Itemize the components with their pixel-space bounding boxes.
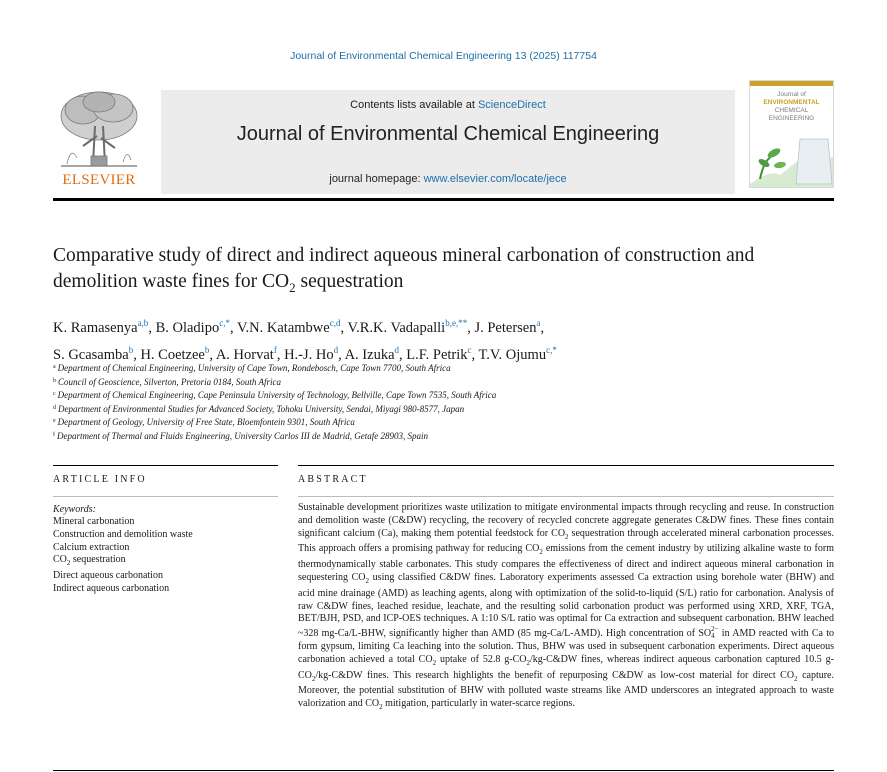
journal-header bbox=[53, 80, 834, 200]
author[interactable]: L.F. Petrik bbox=[406, 347, 468, 363]
author-affil-marker[interactable]: b,e,** bbox=[445, 318, 468, 328]
cover-line-1: Journal of bbox=[777, 91, 806, 98]
author-separator: , bbox=[133, 347, 141, 363]
author-separator: , bbox=[540, 320, 545, 336]
affiliation bbox=[53, 402, 813, 416]
abstract-segment: emissions from the cement industry by utilizing alkaline waste to form thermodynamically stable carbonates. This study compares the effectiveness of direct and indirect aqueous mineral carbonation in sequestering CO bbox=[298, 543, 834, 583]
abstract-segment: Sustainable development prioritizes waste utilization to mitigate environmental impacts through recycling and reuse. In construction and demolition waste (C&DW) recycling, the recovery of recycled concrete aggregate generates C&DW fines. These fines contain significant calcium (Ca), making them potential feedstock for CO bbox=[298, 502, 834, 539]
affiliation-text: Department of Environmental Studies for Advanced Society, Tohoku University, Sendai, Miyagi 980-8577, Japan bbox=[58, 403, 465, 414]
abstract-segment: capture. Moreover, the potential substitution of BHW with polluted waste streams like AMD underscores an integrated approach to waste valorization and CO bbox=[298, 669, 834, 710]
affiliation-text: Department of Thermal and Fluids Engineering, University Carlos III de Madrid, Getafe 28903, Spain bbox=[57, 430, 428, 441]
author-separator: , bbox=[467, 320, 475, 336]
paper-title bbox=[53, 243, 773, 301]
affiliation-text: Council of Geoscience, Silverton, Pretoria 0184, South Africa bbox=[58, 376, 281, 387]
author[interactable]: H.-J. Ho bbox=[284, 347, 334, 363]
author-affil-marker[interactable]: c,d bbox=[329, 318, 341, 328]
abstract-segment: mitigation, particularly in water-scarce regions. bbox=[382, 698, 575, 710]
keyword-part: CO bbox=[53, 554, 67, 566]
author-separator: , bbox=[338, 347, 345, 363]
abstract-segment: /kg-C&DW fines, whereas indirect aqueous carbonation captured 10.5 g-CO bbox=[298, 653, 834, 681]
homepage-prefix: journal homepage: bbox=[329, 173, 424, 185]
header-rule bbox=[53, 198, 834, 201]
author-separator: , bbox=[340, 320, 348, 336]
homepage-line bbox=[161, 173, 735, 185]
keyword: Indirect aqueous carbonation bbox=[53, 582, 170, 594]
subscript: 2 bbox=[794, 674, 798, 683]
author[interactable]: T.V. Ojumu bbox=[478, 347, 547, 363]
keyword bbox=[53, 554, 278, 570]
subscript: 2 bbox=[565, 532, 569, 541]
cover-plant-icon bbox=[750, 129, 834, 188]
affiliation-text: Department of Geology, University of Free State, Bloemfontein 9301, South Africa bbox=[57, 417, 355, 427]
affiliation-marker: d bbox=[53, 404, 56, 411]
sciencedirect-link[interactable]: ScienceDirect bbox=[477, 99, 546, 111]
author-affil-marker[interactable]: c,* bbox=[546, 345, 557, 355]
article-info-heading: ARTICLE INFO bbox=[53, 474, 147, 485]
keyword: Mineral carbonation bbox=[53, 516, 135, 527]
sulfate-charge bbox=[711, 626, 718, 640]
author-affil-marker[interactable]: a bbox=[536, 318, 541, 328]
subscript: 2 bbox=[432, 658, 437, 667]
author-affil-marker[interactable]: b bbox=[128, 345, 134, 355]
author-affil-marker[interactable]: a,b bbox=[137, 318, 149, 328]
subscript: 2 bbox=[379, 703, 383, 712]
author[interactable]: H. Coetzee bbox=[140, 347, 205, 363]
author-affil-marker[interactable]: f bbox=[273, 345, 277, 355]
author-affil-marker[interactable]: b bbox=[204, 345, 210, 355]
author-affil-marker[interactable]: d bbox=[394, 345, 399, 355]
subscript: 4 bbox=[711, 632, 715, 641]
abstract-underline bbox=[298, 496, 834, 497]
author-affil-marker[interactable]: c,* bbox=[219, 318, 230, 328]
author[interactable]: S. Gcasamba bbox=[53, 347, 129, 363]
affiliation-marker: c bbox=[53, 391, 56, 397]
affiliation-marker: e bbox=[53, 418, 56, 424]
journal-reference[interactable]: Journal of Environmental Chemical Engineering 13 (2025) 117754 bbox=[290, 50, 597, 62]
author[interactable]: J. Petersen bbox=[474, 320, 537, 336]
abstract-segment: using classified C&DW fines. Laboratory experiments assessed Ca extraction using borehole water (BHW) and acid mine drainage (AMD) as leaching agents, along with optimization of the solid-to-liquid (S/L) ratio for carbonation. Analysis of raw C&DW fines, leached residue, leachate, and the resulting solid carbonation product was performed using XRD, XRF, TGA, BET/BJH, PSD, and ICP-OES techniques. A 1:10 S/L ratio was optimal for Ca extraction and subsequent carbonation. BHW leached ~328 mg-Ca/L-BHW, significantly higher than AMD (85 mg-Ca/L-AMD). High concentration of SO bbox=[298, 571, 834, 640]
affiliation bbox=[53, 415, 813, 429]
abstract-segment: /kg-C&DW fines. This research highlights the benefit of repurposing C&DW as low-cost material for direct CO bbox=[315, 669, 795, 681]
affiliation-marker: b bbox=[53, 377, 56, 384]
keyword: Calcium extraction bbox=[53, 541, 130, 553]
affiliation bbox=[53, 429, 813, 443]
author-separator: , bbox=[148, 320, 156, 336]
publisher-wordmark[interactable]: ELSEVIER bbox=[62, 172, 136, 188]
abstract-heading: ABSTRACT bbox=[298, 474, 368, 485]
author[interactable]: K. Ramasenya bbox=[53, 320, 138, 336]
cover-line-4: ENGINEERING bbox=[768, 115, 815, 122]
title-end: sequestration bbox=[295, 271, 404, 292]
abstract-segment: sequestration through accelerated mineral carbonation processes. This approach offers a promising pathway for reducing CO bbox=[298, 527, 834, 555]
keyword: Construction and demolition waste bbox=[53, 528, 193, 540]
author[interactable]: V.N. Katambwe bbox=[236, 320, 330, 336]
author[interactable]: A. Izuka bbox=[344, 347, 395, 363]
author[interactable]: B. Oladipo bbox=[155, 320, 220, 336]
affiliation-list bbox=[53, 361, 813, 442]
superscript: 2− bbox=[711, 625, 719, 634]
affiliation-text: Department of Chemical Engineering, University of Cape Town, Rondebosch, Cape Town 7700, South Africa bbox=[57, 363, 451, 373]
contents-available-line bbox=[161, 99, 735, 111]
article-info-underline bbox=[53, 496, 278, 497]
article-info-top-rule bbox=[53, 465, 278, 466]
cover-line-3: CHEMICAL bbox=[774, 107, 809, 114]
affiliation-marker: f bbox=[53, 431, 55, 438]
contents-prefix: Contents lists available at bbox=[350, 99, 478, 111]
keywords-heading: Keywords: bbox=[53, 504, 96, 515]
affiliation bbox=[53, 388, 813, 402]
author-separator: , bbox=[209, 347, 216, 363]
author-separator: , bbox=[399, 347, 407, 363]
subscript: 2 bbox=[365, 576, 370, 585]
keyword-part: sequestration bbox=[70, 554, 126, 566]
subscript: 2 bbox=[311, 674, 316, 683]
affiliation-marker: a bbox=[53, 364, 56, 370]
author-affil-marker[interactable]: c bbox=[467, 345, 472, 355]
affiliation-text: Department of Chemical Engineering, Cape Peninsula University of Technology, Bellville, Cape Town 7535, South Africa bbox=[57, 390, 497, 400]
author[interactable]: V.R.K. Vadapalli bbox=[347, 320, 446, 336]
homepage-link[interactable]: www.elsevier.com/locate/jece bbox=[423, 173, 567, 185]
title-subscript: 2 bbox=[289, 279, 296, 295]
author-separator: , bbox=[276, 347, 285, 363]
journal-cover-thumbnail[interactable] bbox=[749, 80, 834, 188]
journal-banner bbox=[161, 90, 735, 194]
affiliation bbox=[53, 375, 813, 389]
subscript: 2 bbox=[539, 548, 543, 557]
journal-title: Journal of Environmental Chemical Engineering bbox=[236, 123, 660, 145]
author-separator: , bbox=[229, 320, 237, 336]
author-separator: , bbox=[471, 347, 479, 363]
abstract-text bbox=[298, 502, 834, 714]
cover-line-2: ENVIRONMENTAL bbox=[763, 99, 820, 106]
subscript: 2 bbox=[526, 658, 531, 667]
author-list bbox=[53, 312, 813, 366]
author-affil-marker[interactable]: d bbox=[333, 345, 339, 355]
cover-accent-bar bbox=[750, 81, 833, 86]
keyword: Direct aqueous carbonation bbox=[53, 570, 163, 582]
keyword-subscript: 2 bbox=[66, 559, 71, 568]
abstract-segment: in AMD reacted with Ca to form gypsum, limiting Ca leaching into the solution. Thus, BHW was used in subsequent carbonation experiments. Direct aqueous carbonation achieved a total CO bbox=[298, 628, 834, 665]
title-text: Comparative study of direct and indirect aqueous mineral carbonation of construction and demolition waste fines for CO bbox=[53, 245, 755, 292]
bottom-rule bbox=[53, 770, 834, 771]
cover-title bbox=[750, 91, 833, 123]
author[interactable]: A. Horvat bbox=[215, 347, 274, 363]
keywords-block bbox=[53, 503, 278, 596]
abstract-top-rule bbox=[298, 465, 834, 466]
abstract-segment: uptake of 52.8 g-CO bbox=[436, 653, 527, 665]
affiliation bbox=[53, 361, 813, 375]
